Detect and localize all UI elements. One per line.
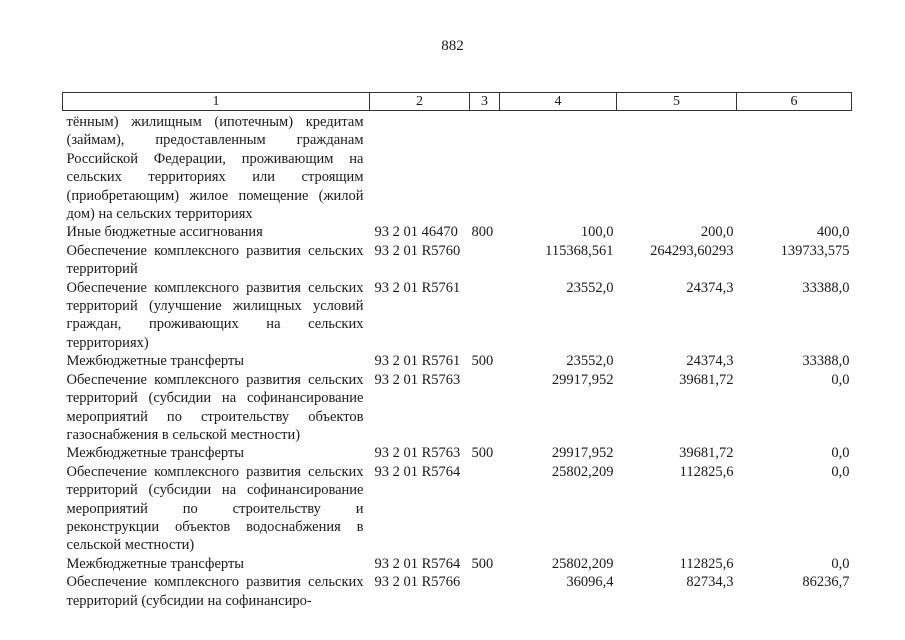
budget-table [62,92,852,610]
row-value-col5: 82734,3 [686,574,734,591]
row-value-col6: 0,0 [831,371,850,388]
page-number: 882 [441,38,464,54]
table-row [63,111,852,224]
row-value-col5: 112825,6 [679,555,734,572]
row-value-col4: 23552,0 [566,279,614,296]
table-row [63,223,852,241]
row-code [370,111,470,224]
row-value-col6: 0,0 [831,445,850,462]
row-value-col4: 36096,4 [566,574,614,591]
row-code: 93 2 01 46470 [374,224,458,241]
row-expense-type [470,111,500,224]
row-expense-type [470,463,500,555]
row-name: Обеспечение комплексного развития сельских территорий (субсидии на софинансирование мероприятий по строительству и реконструкции объектов водоснабжения в сельской местности) [66,463,364,554]
row-code: 93 2 01 R5764 [374,555,461,572]
header-col-1: 1 [63,93,370,111]
row-code: 93 2 01 R5766 [374,574,461,591]
row-expense-type [470,371,500,445]
row-value-col5: 200,0 [700,224,734,241]
row-value-col5 [617,111,737,224]
header-col-2: 2 [370,93,470,111]
row-value-col5: 264293,60293 [650,242,734,259]
row-value-col5: 24374,3 [686,279,734,296]
row-value-col6: 400,0 [816,224,850,241]
header-row [63,93,852,111]
row-value-col6: 33388,0 [802,279,850,296]
table-row [63,444,852,462]
row-value-col6: 139733,575 [780,242,850,259]
row-name: тённым) жилищным (ипотечным) кредитам (займам), предоставленным гражданам Российской Федерации, проживающим на сельских территориях или строящим (приобретающим) жилое помещение (жилой дом) на сельских территориях [66,114,364,223]
row-expense-type [470,242,500,279]
row-code: 93 2 01 R5761 [374,353,461,370]
row-name: Обеспечение комплексного развития сельских территорий (субсидии на софинансирование мероприятий по строительству объектов газоснабжения в сельской местности) [66,371,364,443]
row-value-col4: 29917,952 [551,445,614,462]
row-value-col4 [500,111,617,224]
row-code: 93 2 01 R5761 [374,279,461,296]
table-row [63,573,852,610]
row-name: Межбюджетные трансферты [66,445,245,462]
row-name: Обеспечение комплексного развития сельских территорий [66,242,364,278]
row-value-col4: 100,0 [580,224,614,241]
row-code: 93 2 01 R5763 [374,445,461,462]
header-col-3: 3 [470,93,500,111]
row-value-col6: 0,0 [831,555,850,572]
row-expense-type: 800 [471,224,494,241]
row-value-col6: 33388,0 [802,353,850,370]
row-value-col5: 112825,6 [679,463,734,480]
row-value-col4: 25802,209 [551,463,614,480]
row-expense-type [470,573,500,610]
row-name: Иные бюджетные ассигнования [66,224,263,241]
table-row [63,371,852,445]
table-row [63,242,852,279]
row-name: Межбюджетные трансферты [66,353,245,370]
row-code: 93 2 01 R5763 [374,371,461,388]
row-code: 93 2 01 R5764 [374,463,461,480]
row-value-col6: 86236,7 [802,574,850,591]
row-expense-type [470,279,500,353]
row-name: Обеспечение комплексного развития сельских территорий (улучшение жилищных условий граждан, проживающих на сельских территориях) [66,279,364,351]
row-value-col4: 29917,952 [551,371,614,388]
row-value-col6: 0,0 [831,463,850,480]
row-expense-type: 500 [471,353,494,370]
table-row [63,352,852,370]
row-expense-type: 500 [471,445,494,462]
header-col-4: 4 [500,93,617,111]
table-row [63,463,852,555]
row-value-col4: 115368,561 [545,242,614,259]
row-expense-type: 500 [471,555,494,572]
row-name: Обеспечение комплексного развития сельских территорий (субсидии на софинансиро- [66,574,364,609]
row-value-col4: 25802,209 [551,555,614,572]
header-col-5: 5 [617,93,737,111]
row-value-col4: 23552,0 [566,353,614,370]
table-row [63,555,852,573]
row-value-col5: 39681,72 [679,371,734,388]
row-code: 93 2 01 R5760 [374,242,461,259]
row-value-col5: 39681,72 [679,445,734,462]
row-value-col6 [737,111,852,224]
row-name: Межбюджетные трансферты [66,555,245,572]
table-row [63,279,852,353]
row-value-col5: 24374,3 [686,353,734,370]
header-col-6: 6 [737,93,852,111]
